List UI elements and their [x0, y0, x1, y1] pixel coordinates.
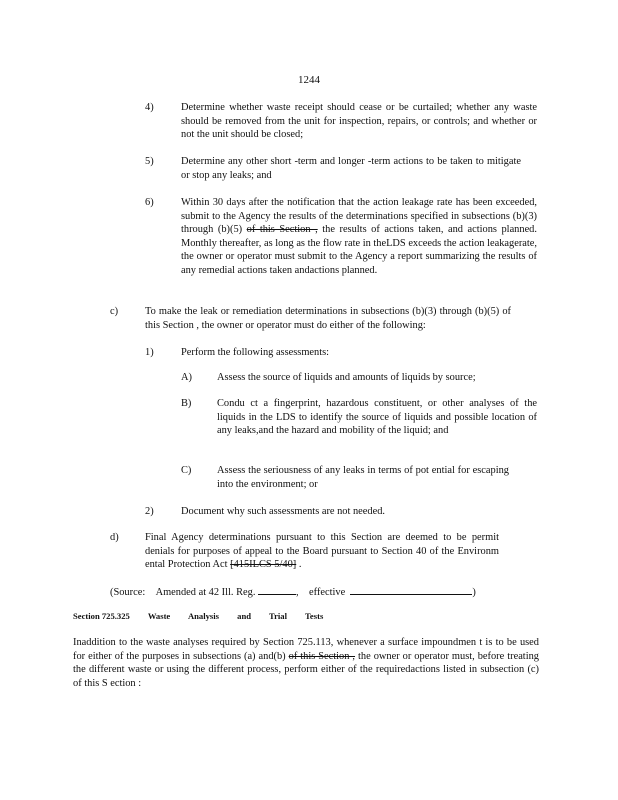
item-5-label: 5) [145, 156, 154, 167]
section-heading: Section 725.325 Waste Analysis and Trial Tests [73, 611, 324, 621]
c-sub-b-text: Condu ct a fingerprint, hazardous constituent, or other analyses of the liquids in the LDS to identify the source of liquids and possible location of any leaks,and the hazard and mobility of the liquid; and [217, 398, 537, 437]
subsection-d-label: d) [110, 532, 119, 543]
item-6-label: 6) [145, 197, 154, 208]
reg-blank [258, 584, 296, 595]
c-sub-a-label: A) [181, 372, 192, 383]
c-sub-c-label: C) [181, 465, 192, 476]
item-6-text: Within 30 days after the notification that the action leakage rate has been exceeded, submit to the Agency the results of the determinations specified in subsections (b)(3) through (b)(5) of this Section , the results of actions taken, and actions planned. Monthly thereafter, as long as the flow rate in theLDS exceeds the action leakagerate, the owner or operator must submit to the Agency a report summarizing the results of any remedial actions taken andactions planned. [181, 197, 537, 276]
c-item-1-text: Perform the following assessments: [181, 347, 330, 358]
section-paragraph: Inaddition to the waste analyses required by Section 725.113, whenever a surface impoundmen t is to be used for either of the purposes in subsections (a) and(b) of this Section , the owner or operator must, before treating the different waste or using the different process, perform either of the requiredactions listed in subsection (c) of this S ection : [73, 637, 539, 689]
subsection-c-text: To make the leak or remediation determinations in subsections (b)(3) through (b)(5) of this Section , the owner or operator must do either of the following: [145, 306, 511, 331]
c-sub-b-label: B) [181, 398, 192, 409]
c-sub-a-text: Assess the source of liquids and amounts of liquids by source; [217, 372, 476, 383]
c-item-2-text: Document why such assessments are not needed. [181, 506, 386, 517]
subsection-c-label: c) [110, 306, 119, 317]
c-item-1-label: 1) [145, 347, 154, 358]
subsection-d-text: Final Agency determinations pursuant to this Section are deemed to be permit denials for purposes of appeal to the Board pursuant to Section 40 of the Environm ental Protection Act [415ILCS 5/40] . [145, 532, 499, 571]
item-4-label: 4) [145, 102, 154, 113]
item-4-text: Determine whether waste receipt should cease or be curtailed; whether any waste should be removed from the unit for inspection, repairs, or controls; and whether or not the unit should be closed; [181, 102, 537, 141]
struck-text: of this Section , [288, 650, 356, 662]
section-number: Section 725.325 [73, 611, 130, 621]
effective-date-blank [350, 584, 472, 595]
c-sub-c-text: Assess the seriousness of any leaks in terms of pot ential for escaping into the environment; or [217, 465, 509, 490]
source-note: (Source: Amended at 42 Ill. Reg. , effective ) [110, 584, 476, 600]
struck-text: of this Section , [246, 224, 318, 236]
page-number: 1244 [298, 74, 320, 86]
struck-citation: [415ILCS 5/40] [230, 559, 297, 571]
item-5-text: Determine any other short -term and longer -term actions to be taken to mitigate or stop any leaks; and [181, 156, 521, 181]
c-item-2-label: 2) [145, 506, 154, 517]
